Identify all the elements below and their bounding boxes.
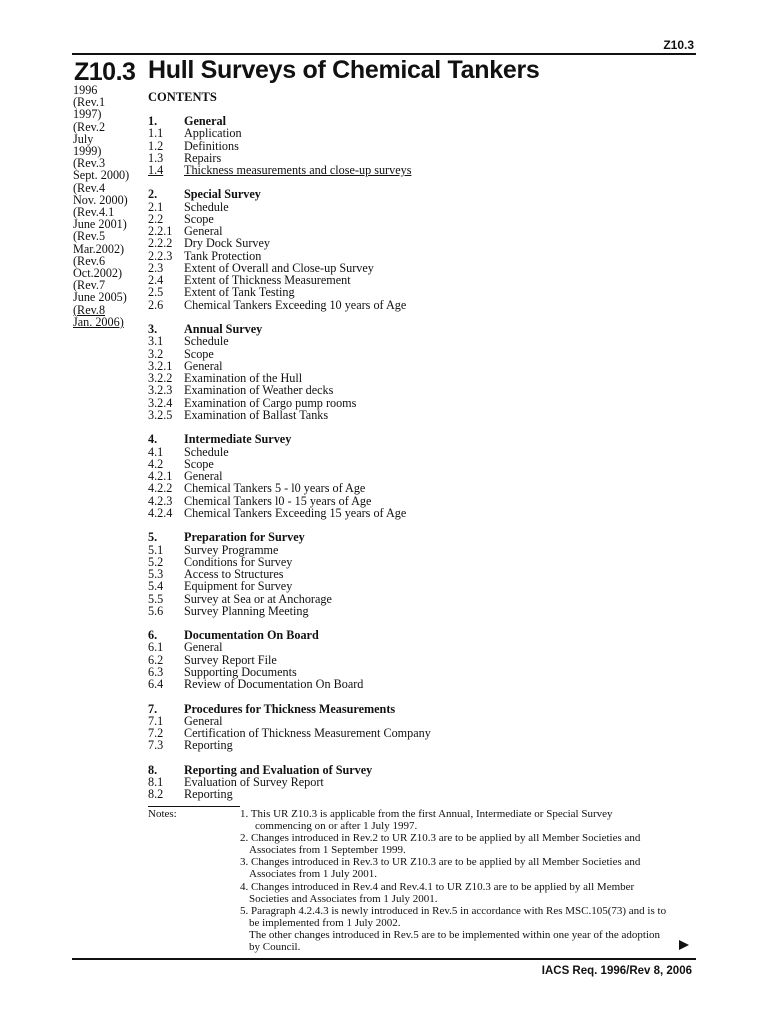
toc-item[interactable] — [148, 164, 708, 176]
toc-item-label: Scope — [184, 346, 214, 361]
toc-item[interactable] — [148, 482, 708, 494]
toc-item[interactable] — [148, 140, 708, 152]
toc-item-label: Chemical Tankers l0 - 15 years of Age — [184, 493, 372, 508]
toc-item-label: Survey Report File — [184, 652, 277, 667]
toc-item-number: 1.1 — [148, 126, 164, 141]
revision-entry: (Rev.5 — [73, 229, 106, 244]
toc-item-label: Thickness measurements and close-up surveys — [184, 163, 412, 177]
toc-item-label: General — [184, 640, 223, 655]
toc-section-number: 6. — [148, 628, 158, 643]
toc-item[interactable] — [148, 446, 708, 458]
note-line: 1. This UR Z10.3 is applicable from the first Annual, Intermediate or Special Survey — [240, 808, 613, 820]
revision-entry: 1999) — [73, 144, 102, 159]
toc-item-label: Examination of Ballast Tanks — [184, 407, 329, 422]
toc-item-label: Dry Dock Survey — [184, 236, 270, 251]
toc-item-label: Chemical Tankers Exceeding 15 years of Age — [184, 505, 407, 520]
toc-section-number: 2. — [148, 187, 158, 202]
toc-section-heading[interactable] — [148, 323, 708, 335]
toc-item[interactable] — [148, 593, 708, 605]
toc-item-number: 2.4 — [148, 273, 164, 288]
toc-item[interactable] — [148, 544, 708, 556]
toc-item-number: 2.3 — [148, 260, 164, 275]
toc-section-title: Procedures for Thickness Measurements — [184, 701, 396, 716]
header-rule — [72, 53, 696, 55]
toc-section-heading[interactable] — [148, 703, 708, 715]
toc-item-number: 1.3 — [148, 150, 164, 165]
toc-item-label: Survey Planning Meeting — [184, 603, 309, 618]
toc-item[interactable] — [148, 127, 708, 139]
toc-item-label: General — [184, 224, 223, 239]
toc-item-number: 2.2.1 — [148, 224, 173, 239]
toc-item-label: Application — [184, 126, 242, 141]
toc-item-number: 6.2 — [148, 652, 164, 667]
toc-item-label: Reporting — [184, 738, 233, 753]
toc-item-label: General — [184, 469, 223, 484]
toc-item[interactable] — [148, 739, 708, 751]
toc-section-heading[interactable] — [148, 188, 708, 200]
footer-rule — [72, 958, 696, 960]
toc-section — [148, 433, 708, 519]
toc-item[interactable] — [148, 678, 708, 690]
note — [240, 881, 700, 905]
note-line: Associates from 1 September 1999. — [249, 844, 406, 857]
toc-item-number: 3.2.2 — [148, 371, 173, 386]
toc-item[interactable] — [148, 641, 708, 653]
toc-section — [148, 629, 708, 690]
toc-item[interactable] — [148, 409, 708, 421]
toc-item-label: Chemical Tankers 5 - l0 years of Age — [184, 481, 366, 496]
toc-item-label: Conditions for Survey — [184, 554, 293, 569]
revision-entry: 1996 — [73, 83, 98, 97]
notes-divider — [148, 806, 240, 807]
revision-entry: Nov. 2000) — [73, 192, 128, 207]
toc-item-label: Survey Programme — [184, 542, 279, 557]
revision-entry: Oct.2002) — [73, 266, 123, 281]
toc-item-number: 1.4 — [148, 163, 164, 177]
toc-item-number: 1.2 — [148, 138, 164, 153]
toc-item-number: 5.1 — [148, 542, 164, 557]
note-line: Associates from 1 July 2001. — [249, 868, 378, 881]
toc-item-number: 6.3 — [148, 664, 164, 679]
toc-section-number: 3. — [148, 322, 158, 337]
toc-item-label: Scope — [184, 456, 214, 471]
revision-entry: (Rev.1 — [73, 95, 106, 110]
revision-entry: (Rev.3 — [73, 156, 106, 171]
note — [240, 856, 700, 880]
contents-heading: CONTENTS — [148, 90, 217, 104]
toc-item-number: 6.4 — [148, 677, 164, 692]
toc-item-label: Review of Documentation On Board — [184, 677, 364, 692]
toc-item-number: 3.2.1 — [148, 358, 173, 373]
notes-list — [240, 808, 700, 953]
footer-reference: IACS Req. 1996/Rev 8, 2006 — [541, 965, 692, 977]
toc-section-heading[interactable] — [148, 531, 708, 543]
revision-entry: June 2001) — [73, 217, 127, 232]
toc-item-number: 8.2 — [148, 787, 164, 802]
toc-item-number: 2.6 — [148, 297, 164, 312]
toc-item-label: Reporting — [184, 787, 233, 802]
toc-section — [148, 115, 708, 176]
doc-code: Z10.3 — [74, 58, 136, 86]
toc-item-number: 2.5 — [148, 285, 164, 300]
toc-item[interactable] — [148, 348, 708, 360]
note — [240, 832, 700, 856]
toc-item[interactable] — [148, 495, 708, 507]
toc-item-number: 5.2 — [148, 554, 164, 569]
toc-item-number: 2.2.3 — [148, 248, 173, 263]
toc-section — [148, 764, 708, 801]
toc-section-heading[interactable] — [148, 629, 708, 641]
toc-item-label: Equipment for Survey — [184, 579, 293, 594]
toc-item-label: Extent of Overall and Close-up Survey — [184, 260, 374, 275]
note-line: commencing on or after 1 July 1997. — [255, 820, 418, 833]
toc-section-title: Documentation On Board — [184, 628, 319, 643]
toc-section — [148, 703, 708, 752]
toc-item-label: Definitions — [184, 138, 239, 153]
toc-item-label: Access to Structures — [184, 567, 284, 581]
note-line: 3. Changes introduced in Rev.3 to UR Z10.3 are to be applied by all Member Societies and — [240, 856, 641, 869]
toc-section-number: 5. — [148, 530, 158, 545]
note-line: 5. Paragraph 4.2.4.3 is newly introduced in Rev.5 in accordance with Res MSC.105(73) and is to — [240, 904, 667, 917]
table-of-contents — [148, 115, 708, 813]
revision-entry: (Rev.7 — [73, 278, 106, 293]
toc-item-number: 3.2.4 — [148, 395, 173, 410]
toc-item-label: Examination of Cargo pump rooms — [184, 395, 357, 410]
toc-item-label: Evaluation of Survey Report — [184, 775, 324, 790]
toc-item[interactable] — [148, 335, 708, 347]
toc-item-number: 4.2.3 — [148, 493, 173, 508]
note-line: by Council. — [249, 941, 301, 954]
revision-entry: Jan. 2006) — [73, 314, 124, 329]
toc-section — [148, 188, 708, 311]
revision-entry: (Rev.4 — [73, 180, 106, 195]
toc-item-label: General — [184, 358, 223, 373]
toc-item-label: Schedule — [184, 444, 229, 459]
revision-entry: Sept. 2000) — [73, 168, 130, 183]
toc-item-number: 2.2.2 — [148, 236, 173, 251]
toc-item[interactable] — [148, 788, 708, 800]
toc-section — [148, 323, 708, 421]
toc-section-title: Intermediate Survey — [184, 432, 292, 447]
toc-item-number: 5.3 — [148, 567, 164, 581]
note-line: 4. Changes introduced in Rev.4 and Rev.4.1 to UR Z10.3 are to be applied by all Member — [240, 880, 635, 893]
toc-item-label: Tank Protection — [184, 248, 262, 263]
next-page-arrow-icon[interactable] — [679, 940, 689, 950]
toc-item-number: 7.2 — [148, 726, 164, 741]
toc-item[interactable] — [148, 213, 708, 225]
toc-item-label: Scope — [184, 211, 214, 226]
doc-code-header: Z10.3 — [663, 38, 694, 52]
toc-item[interactable] — [148, 286, 708, 298]
toc-item-label: Chemical Tankers Exceeding 10 years of Age — [184, 297, 407, 312]
toc-item[interactable] — [148, 507, 708, 519]
toc-item-label: Schedule — [184, 199, 229, 214]
toc-item-number: 5.6 — [148, 603, 164, 618]
toc-item[interactable] — [148, 237, 708, 249]
toc-item-label: Certification of Thickness Measurement Company — [184, 726, 431, 741]
toc-item-label: Supporting Documents — [184, 664, 297, 679]
note — [240, 808, 700, 832]
toc-section — [148, 531, 708, 617]
toc-item-number: 3.2.3 — [148, 383, 173, 398]
toc-item-number: 4.2.4 — [148, 505, 173, 520]
toc-section-title: Preparation for Survey — [184, 530, 305, 545]
toc-item-number: 4.2.1 — [148, 469, 173, 484]
revision-entry: July — [73, 131, 94, 146]
toc-item-number: 5.4 — [148, 579, 164, 594]
toc-item-label: Extent of Thickness Measurement — [184, 273, 351, 288]
toc-item-label: Examination of the Hull — [184, 371, 303, 386]
toc-item-number: 4.1 — [148, 444, 164, 459]
toc-section-number: 4. — [148, 432, 158, 447]
revision-history — [73, 84, 145, 328]
revision-entry: (Rev.8 — [73, 302, 106, 317]
toc-item-label: Examination of Weather decks — [184, 383, 334, 398]
toc-item-number: 7.3 — [148, 738, 164, 753]
revision-entry: (Rev.6 — [73, 253, 106, 268]
toc-item-number: 6.1 — [148, 640, 164, 655]
toc-section-heading[interactable] — [148, 433, 708, 445]
note-line: 2. Changes introduced in Rev.2 to UR Z10.3 are to be applied by all Member Societies and — [240, 832, 641, 845]
toc-item[interactable] — [148, 580, 708, 592]
toc-item-label: Extent of Tank Testing — [184, 285, 295, 300]
note — [240, 905, 700, 953]
revision-entry: 1997) — [73, 107, 102, 122]
revision-entry: (Rev.4.1 — [73, 205, 115, 220]
note-line: The other changes introduced in Rev.5 are to be implemented within one year of the adoption — [249, 928, 661, 941]
toc-item-number: 2.2 — [148, 211, 164, 226]
toc-section-title: General — [184, 114, 226, 128]
toc-item-label: Schedule — [184, 334, 229, 349]
toc-item-number: 3.2 — [148, 346, 164, 361]
notes-label: Notes: — [148, 808, 177, 820]
note-line: be implemented from 1 July 2002. — [249, 916, 401, 929]
revision-entry: Mar.2002) — [73, 241, 125, 256]
toc-item-number: 4.2.2 — [148, 481, 173, 496]
toc-item[interactable] — [148, 458, 708, 470]
toc-section-title: Special Survey — [184, 187, 261, 202]
toc-item-number: 3.1 — [148, 334, 164, 349]
toc-item[interactable] — [148, 201, 708, 213]
toc-item[interactable] — [148, 299, 708, 311]
toc-item-number: 2.1 — [148, 199, 164, 214]
toc-item-number: 8.1 — [148, 775, 164, 790]
doc-title: Hull Surveys of Chemical Tankers — [148, 56, 540, 84]
toc-item[interactable] — [148, 384, 708, 396]
toc-item-number: 5.5 — [148, 591, 164, 606]
toc-item[interactable] — [148, 605, 708, 617]
toc-item-number: 3.2.5 — [148, 407, 173, 422]
toc-section-number: 8. — [148, 762, 158, 777]
toc-section-title: Reporting and Evaluation of Survey — [184, 762, 373, 777]
revision-entry: (Rev.2 — [73, 119, 106, 134]
toc-item-label: Survey at Sea or at Anchorage — [184, 591, 332, 606]
toc-item-label: General — [184, 713, 223, 728]
toc-section-number: 1. — [148, 114, 158, 128]
toc-section-number: 7. — [148, 701, 158, 716]
revision-entry: June 2005) — [73, 290, 127, 305]
toc-section-title: Annual Survey — [184, 322, 263, 337]
toc-item-label: Repairs — [184, 150, 222, 165]
note-line: Societies and Associates from 1 July 2001. — [249, 892, 438, 905]
toc-item-number: 7.1 — [148, 713, 164, 728]
toc-item-number: 4.2 — [148, 456, 164, 471]
